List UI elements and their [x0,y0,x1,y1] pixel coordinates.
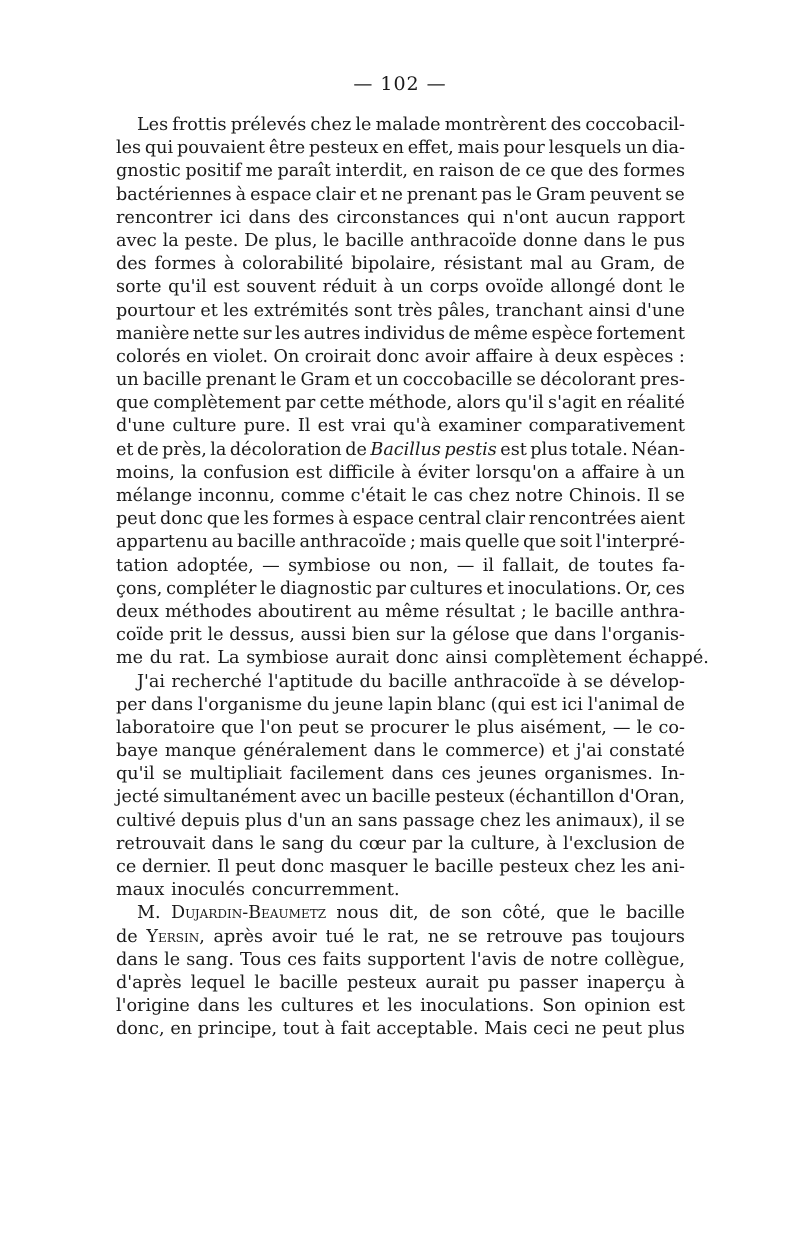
text-line: d'après lequel le bacille pesteux aurait pu passer inaperçu à [116,972,685,993]
text-line: laboratoire que l'on peut se procurer le plus aisément, — le co- [116,717,685,738]
text-line: appartenu au bacille anthracoïde ; mais quelle que soit l'interpré- [116,532,685,553]
text-line: sorte qu'il est souvent réduit à un corps ovoïde allongé dont le [116,277,685,298]
text-line: gnostic positif me paraît interdit, en raison de ce que des formes [116,161,685,182]
text-line: les qui pouvaient être pesteux en effet, mais pour lesquels un dia- [116,138,685,159]
text-line: Les frottis prélevés chez le malade montrèrent des coccobacil- [137,115,685,135]
text-line: que complètement par cette méthode, alors qu'il s'agit en réalité [116,393,685,414]
paragraph [116,114,709,671]
text-line: me du rat. La symbiose aurait donc ainsi complètement échappé. [116,648,709,669]
text-line: d'une culture pure. Il est vrai qu'à examiner comparativement [116,416,685,437]
text-line: mélange inconnu, comme c'était le cas chez notre Chinois. Il se [116,486,685,506]
text-line: per dans l'organisme du jeune lapin blanc (qui est ici l'animal de [116,694,685,715]
text-line: manière nette sur les autres individus de même espèce fortement [116,323,685,344]
text-line: peut donc que les formes à espace central clair rencontrées aient [116,509,685,530]
text-line: avec la peste. De plus, le bacille anthracoïde donne dans le pus [116,230,685,251]
text-line: coïde prit le dessus, aussi bien sur la gélose que dans l'organis- [116,625,685,646]
text-line: de Yersin, après avoir tué le rat, ne se retrouve pas toujours [116,926,685,947]
text-line: jecté simultanément avec un bacille pesteux (échantillon d'Oran, [116,787,685,808]
text-line: cultivé depuis plus d'un an sans passage chez les animaux), il se [116,810,685,831]
text-line: retrouvait dans le sang du cœur par la culture, à l'exclusion de [116,833,685,854]
text-line: M. Dujardin-Beaumetz nous dit, de son côté, que le bacille [137,903,685,924]
text-line: baye manque généralement dans le commerce) et j'ai constaté [116,741,685,762]
text-line: ce dernier. Il peut donc masquer le bacille pesteux chez les ani- [116,857,685,877]
text-line: tation adoptée, — symbiose ou non, — il fallait, de toutes fa- [116,555,685,576]
text-line: bactériennes à espace clair et ne prenant pas le Gram peuvent se [116,184,685,205]
text-line: qu'il se multipliait facilement dans ces jeunes organismes. In- [116,764,685,785]
text-line: rencontrer ici dans des circonstances qui n'ont aucun rapport [116,207,685,228]
text-line: J'ai recherché l'aptitude du bacille anthracoïde à se dévelop- [137,671,685,692]
text-line: maux inoculés concurremment. [116,880,400,901]
text-line: un bacille prenant le Gram et un coccobacille se décolorant pres- [116,370,685,391]
page-number: — 102 — [353,73,447,95]
body-text [116,114,709,1042]
text-line: l'origine dans les cultures et les inoculations. Son opinion est [116,996,685,1017]
text-line: pourtour et les extrémités sont très pâles, tranchant ainsi d'une [116,300,685,321]
text-line: des formes à colorabilité bipolaire, résistant mal au Gram, de [116,254,685,275]
text-line: et de près, la décoloration de Bacillus pestis est plus totale. Néan- [116,439,685,460]
text-line: deux méthodes aboutirent au même résultat ; le bacille anthra- [116,601,685,622]
paragraph [116,902,685,1041]
text-line: çons, compléter le diagnostic par cultures et inoculations. Or, ces [116,578,685,599]
text-line: moins, la confusion est difficile à éviter lorsqu'on a affaire à un [116,462,685,483]
text-line: donc, en principe, tout à fait acceptable. Mais ceci ne peut plus [116,1019,685,1040]
text-line: colorés en violet. On croirait donc avoir affaire à deux espèces : [116,346,685,367]
text-line: dans le sang. Tous ces faits supportent l'avis de notre collègue, [116,949,685,970]
paragraph [116,671,685,903]
